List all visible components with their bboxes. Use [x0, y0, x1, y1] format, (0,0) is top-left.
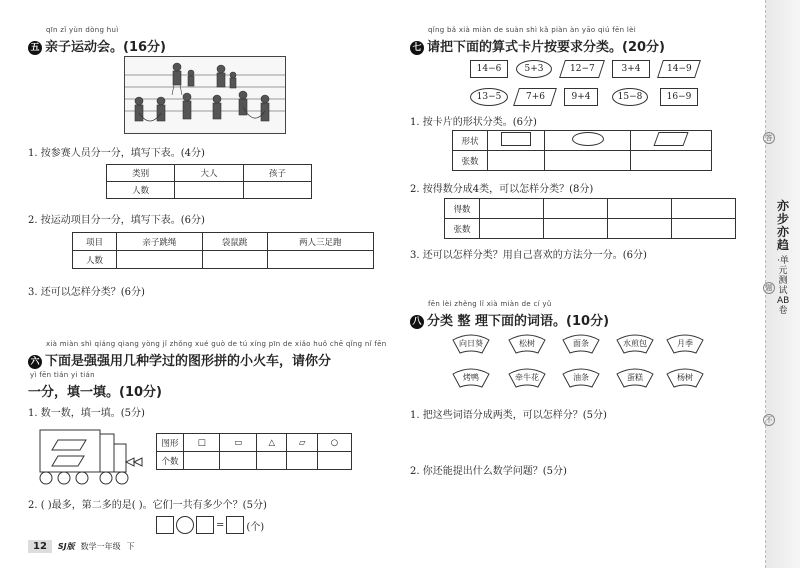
page-number: 12 — [28, 540, 52, 553]
th-shape: 图形 — [157, 434, 184, 452]
word-fan: 牵牛花 — [508, 366, 546, 388]
section7-heading — [410, 36, 665, 55]
word-fan: 面条 — [562, 332, 600, 354]
row-count-label: 个数 — [157, 452, 184, 470]
equation — [156, 516, 264, 534]
cell-parallelogram[interactable] — [287, 452, 317, 470]
table-card-shapes — [452, 130, 712, 171]
cell-kangaroo[interactable] — [202, 251, 267, 269]
spine-text: ·单元测试AB卷 — [777, 256, 790, 316]
spine-brand: 亦步亦趋 — [776, 199, 789, 252]
cell-adults-count[interactable] — [175, 182, 243, 199]
train-drawing — [30, 420, 146, 486]
card-oval: 15−8 — [612, 88, 648, 106]
card-rect: 16−9 — [660, 88, 698, 106]
parallelogram-icon: ▱ — [287, 434, 317, 452]
spine-mark-2: 题 — [763, 282, 775, 294]
table-shapes — [156, 433, 352, 470]
cell-rectangle[interactable] — [220, 452, 256, 470]
q5-1: 1. 按参赛人员分一分，填写下表。(4分) — [28, 148, 205, 159]
cell-parallelogram-count[interactable] — [631, 151, 712, 171]
section6-number: 六 — [28, 355, 42, 369]
section7-number: 七 — [410, 41, 424, 55]
row-count-label: 人数 — [73, 251, 117, 269]
answer-box-3[interactable] — [226, 516, 244, 534]
footer — [28, 540, 135, 553]
card-parallelogram: 14−9 — [657, 60, 701, 78]
oval-shape-cell — [545, 131, 631, 151]
th-kangaroo: 袋鼠跳 — [202, 233, 267, 251]
word-fan: 蛋糕 — [616, 366, 654, 388]
q5-2: 2. 按运动项目分一分，填写下表。(6分) — [28, 215, 205, 226]
word-fan: 向日葵 — [452, 332, 490, 354]
cell-rope[interactable] — [117, 251, 203, 269]
cell-result[interactable] — [544, 199, 608, 219]
section6-title: 下面是强强用几种学过的图形拼的小火车，请你分 — [45, 354, 332, 369]
q6-1: 1. 数一数，填一填。(5分) — [28, 408, 145, 419]
section7-title: 请把下面的算式卡片按要求分类。(20分) — [427, 40, 665, 55]
cell-count[interactable] — [672, 219, 736, 239]
cell-result[interactable] — [608, 199, 672, 219]
row-count-label: 张数 — [445, 219, 480, 239]
cell-circle[interactable] — [317, 452, 351, 470]
table-events — [72, 232, 374, 269]
parallelogram-shape-cell — [631, 131, 712, 151]
q7-2: 2. 按得数分成4类，可以怎样分类？(8分) — [410, 184, 594, 195]
cell-rect-count[interactable] — [488, 151, 545, 171]
th-three-leg: 两人三足跑 — [267, 233, 373, 251]
q8-2: 2. 你还能提出什么数学问题？(5分) — [410, 466, 567, 477]
spine-mark-1: 答 — [763, 132, 775, 144]
cell-count[interactable] — [608, 219, 672, 239]
q7-3: 3. 还可以怎样分类？用自己喜欢的方法分一分。(6分) — [410, 250, 647, 261]
unit-label: (个) — [246, 521, 265, 533]
operator-circle-1[interactable] — [176, 516, 194, 534]
section8-heading — [410, 310, 609, 329]
row-count-label: 人数 — [107, 182, 175, 199]
cell-count[interactable] — [480, 219, 544, 239]
th-category: 类别 — [107, 165, 175, 182]
row-shape-label: 形状 — [453, 131, 488, 151]
subject: 数学一年级 — [80, 542, 121, 551]
term: 下 — [126, 542, 135, 551]
cell-square[interactable] — [184, 452, 220, 470]
q6-2: 2. ( )最多，第二多的是( )。它们一共有多少个？(5分) — [28, 500, 267, 511]
section5-title: 亲子运动会。(16分) — [45, 40, 166, 55]
th-event: 项目 — [73, 233, 117, 251]
cell-kids-count[interactable] — [243, 182, 311, 199]
q7-1: 1. 按卡片的形状分类。(6分) — [410, 117, 537, 128]
cell-result[interactable] — [480, 199, 544, 219]
row-count-label: 张数 — [453, 151, 488, 171]
section8-number: 八 — [410, 315, 424, 329]
rectangle-icon: ▭ — [220, 434, 256, 452]
table-participants — [106, 164, 312, 199]
answer-box-2[interactable] — [196, 516, 214, 534]
word-fan: 烤鸭 — [452, 366, 490, 388]
cell-result[interactable] — [672, 199, 736, 219]
rect-shape-cell — [488, 131, 545, 151]
section5-heading — [28, 36, 166, 55]
card-parallelogram: 12−7 — [559, 60, 605, 78]
sports-day-illustration — [124, 56, 286, 134]
card-oval: 13−5 — [470, 88, 508, 106]
card-rect: 3+4 — [612, 60, 650, 78]
section6-pinyin2: yì fēn tián yi tián — [30, 371, 95, 379]
triangle-icon: △ — [256, 434, 286, 452]
section8-pinyin: fēn lèi zhěng lǐ xià miàn de cí yǔ — [428, 300, 552, 308]
card-oval: 5+3 — [516, 60, 552, 78]
card-rect: 14−6 — [470, 60, 508, 78]
word-fan: 松树 — [508, 332, 546, 354]
equals-sign: = — [216, 519, 225, 531]
spine-mark-3: 不 — [763, 414, 775, 426]
th-rope: 亲子跳绳 — [117, 233, 203, 251]
section6-title2: 一分，填一填。(10分) — [28, 385, 162, 400]
section7-pinyin: qǐng bǎ xià miàn de suàn shì kǎ piàn àn yāo qiú fēn lèi — [428, 26, 637, 34]
word-fan: 月季 — [666, 332, 704, 354]
card-parallelogram: 7+6 — [513, 88, 557, 106]
th-kids: 孩子 — [243, 165, 311, 182]
answer-box-1[interactable] — [156, 516, 174, 534]
q8-1: 1. 把这些词语分成两类，可以怎样分？(5分) — [410, 410, 607, 421]
table-results — [444, 198, 736, 239]
word-fan: 杨树 — [666, 366, 704, 388]
section5-number: 五 — [28, 41, 42, 55]
q5-3: 3. 还可以怎样分类？(6分) — [28, 287, 145, 298]
edition: SJ版 — [57, 542, 75, 551]
cell-three-leg[interactable] — [267, 251, 373, 269]
word-fan: 水煎包 — [616, 332, 654, 354]
section5-pinyin: qīn zǐ yùn dòng huì — [46, 26, 119, 34]
row-result-label: 得数 — [445, 199, 480, 219]
th-adults: 大人 — [175, 165, 243, 182]
section6-pinyin: xià miàn shì qiáng qiang yòng jǐ zhǒng xué guò de tú xíng pīn de xiǎo huǒ chē qǐng nǐ fēn — [46, 340, 387, 348]
cell-count[interactable] — [544, 219, 608, 239]
cell-triangle[interactable] — [256, 452, 286, 470]
people-drawing — [125, 57, 285, 133]
section8-title: 分类 整 理下面的词语。(10分) — [427, 314, 610, 329]
word-fan: 油条 — [562, 366, 600, 388]
circle-icon: ○ — [317, 434, 351, 452]
section6-heading — [28, 350, 331, 369]
square-icon: □ — [184, 434, 220, 452]
cell-oval-count[interactable] — [545, 151, 631, 171]
card-rect: 9+4 — [564, 88, 598, 106]
